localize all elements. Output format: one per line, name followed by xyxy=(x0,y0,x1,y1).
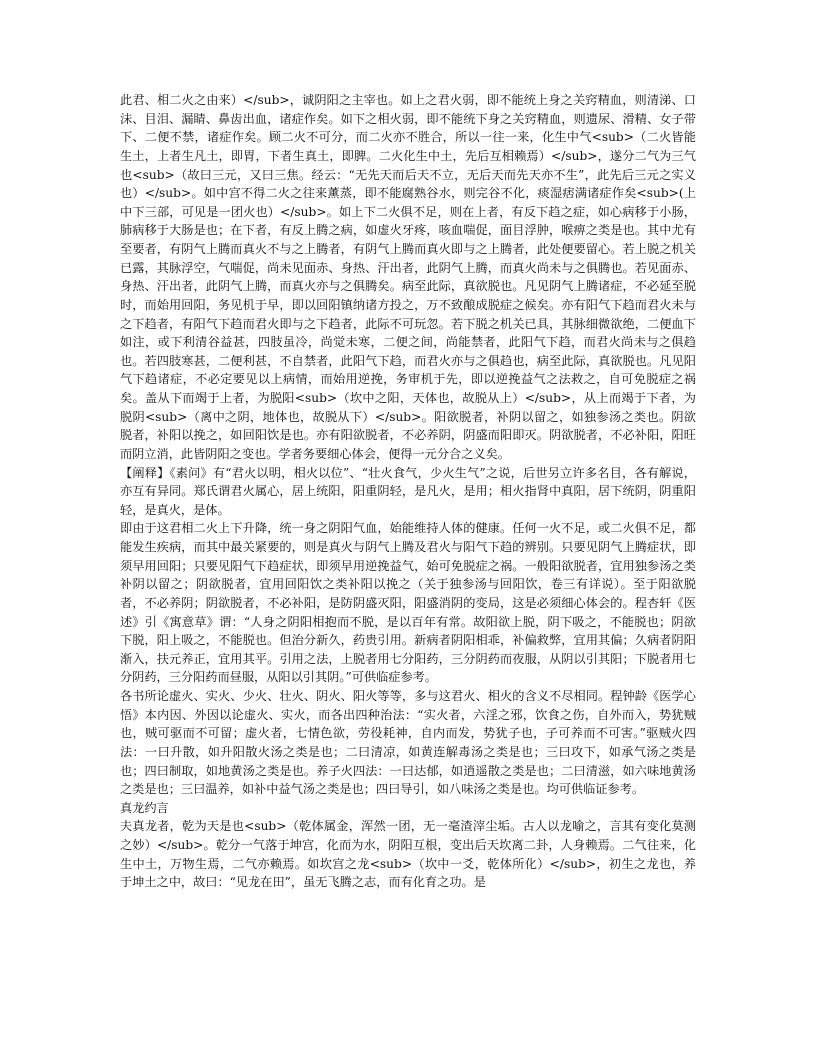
section-title-true-dragon: 真龙约言 xyxy=(120,800,169,815)
paragraph-deficiency-excess-fire: 各书所论虚火、实火、少火、壮火、阴火、阳火等等，多与这君火、相火的含义不尽相同。程钟龄《医学心悟》本内因、外因以论虚火、实火，而各出四种治法：“实火者，六淫之邪，饮食之伤，自外而入，势犹贼也，贼可驱而不可留；虚火者，七情色欲，劳役耗神，自内而发，势犹子也，子可养而不可害。”驱贼火四法：一曰升散，如升阳散火汤之类是也；二曰清凉，如黄连解毒汤之类是也；三曰攻下，如承气汤之类是也；四曰制取，如地黄汤之类是也。养子火四法：一曰达郁，如逍遥散之类是也；二曰清滋，如六味地黄汤之类是也；三曰温养，如补中益气汤之类是也；四曰导引，如八味汤之类是也。均可供临证参考。 xyxy=(120,689,696,797)
paragraph-two-fires: 此君、相二火之由来）</sub>，诚阴阳之主宰也。如上之君火弱，即不能统上身之关窍精血，则清涕、口沫、目泪、漏睛、鼻齿出血，诸症作矣。如下之相火弱，即不能统下身之关窍精血，则遗尿、滑精、女子带下、二便不禁，诸症作矣。顾二火不可分，而二火亦不胜合，所以一往一来，化生中气<sub>（二火皆能生土，上者生凡土，即胃，下者生真土，即脾。二火化生中土，先后互相赖焉）</sub>，遂分二气为三气也<sub>（故曰三元，又曰三焦。经云：“无先天而后天不立，无后天而先天亦不生”，此先后三元之实义也）</sub>。如中宫不得二火之往来薰蒸，即不能腐熟谷水，则完谷不化，痰湿痞满诸症作矣<sub>(上中下三部，可见是一团火也）</sub>。如上下二火俱不足，则在上者，有反下趋之症，如心病移于小肠，肺病移于大肠是也；在下者，有反上腾之病，如虚火牙疼，咳血喘促，面目浮肿，喉痹之类是也。其中尤有至要者，有阴气上腾而真火不与之上腾者，有阴气上腾而真火即与之上腾者，此处便要留心。若上脱之机关已露，其脉浮空，气喘促，尚未见面赤、身热、汗出者，此阴气上腾，而真火尚未与之俱腾也。若见面赤、身热、汗出者，此阴气上腾，而真火亦与之俱腾矣。病至此际，真欲脱也。凡见阴气上腾诸症，不必延至脱时，而始用回阳，务见机于早，即以回阳镇纳诸方投之，万不致酿成脱症之候矣。亦有阳气下趋而君火未与之下趋者，有阳气下趋而君火即与之下趋者，此际不可玩忽。若下脱之机关已具，其脉细微欲绝，二便血下如注，或下利清谷益甚，四肢虽冷，尚觉未寒，二便之间，尚能禁者，此阳气下趋，而君火尚未与之俱趋也。若四肢寒甚，二便利甚，不自禁者，此阳气下趋，而君火亦与之俱趋也，病至此际，真欲脱也。凡见阳气下趋诸症，不必定要见以上病情，而始用逆挽，务审机于先，即以逆挽益气之法救之，自可免脱症之祸矣。盖从下而竭于上者，为脱阳<sub>（坎中之阳，天体也，故脱从上）</sub>，从上而竭于下者，为脱阴<sub>（离中之阴，地体也，故脱从下）</sub>。阳欲脱者，补阴以留之，如独参汤之类也。阴欲脱者，补阳以挽之，如回阳饮是也。亦有阳欲脱者，不必养阴，阴盛而阳即灭。阴欲脱者，不必补阳，阳旺而阴立消，此皆阴阳之变也。学者务要细心体会，便得一元分合之义矣。 xyxy=(120,93,696,461)
paragraph-commentary: 【阐释】《素问》有“君火以明，相火以位”、“壮火食气，少火生气”之说，后世另立许多名目，各有解说，亦互有异同。郑氏谓君火属心，居上统阳，阳重阴轻，是凡火，是用；相火指肾中真阳，居下统阴，阴重阳轻，是真火，是体。 xyxy=(120,465,696,517)
paragraph-yin-yang-escape: 即由于这君相二火上下升降，统一身之阴阳气血，始能维持人体的健康。任何一火不足，或二火俱不足，都能发生疾病，而其中最关紧要的，则是真火与阴气上腾及君火与阳气下趋的辨别。只要见阴气上腾症状，即须早用回阳；只要见阳气下趋症状，即须早用逆挽益气，始可免脱症之祸。一般阳欲脱者，宜用独参汤之类补阴以留之；阴欲脱者，宜用回阳饮之类补阳以挽之（关于独参汤与回阳饮，卷三有详说）。至于阳欲脱者，不必养阴；阴欲脱者，不必补阳，是防阴盛灭阳，阳盛消阴的变局，这是必须细心体会的。程杏轩《医述》引《寓意草》谓：“人身之阴阳相抱而不脱，是以百年有常。故阳欲上脱，阴下吸之，不能脱也；阴欲下脱，阳上吸之，不能脱也。但治分新久，药贵引用。新病者阴阳相乖，补偏救弊，宜用其偏；久病者阴阳渐入，扶元养正，宜用其平。引用之法，上脱者用七分阳药，三分阴药而夜服，从阴以引其阳；下脱者用七分阴药，三分阳药而昼服，从阳以引其阴。”可供临症参考。 xyxy=(120,521,696,685)
paragraph-true-dragon: 夫真龙者，乾为天是也<sub>（乾体属金，浑然一团，无一毫渣滓尘垢。古人以龙喻之，言其有变化莫测之妙）</sub>。乾分一气落于坤宫，化而为水，阴阳互根，变出后天坎离二卦，人身赖焉。二气往来，化生中土，万物生焉，二气亦赖焉。如坎宫之龙<sub>（坎中一爻，乾体所化）</sub>，初生之龙也，养于坤土之中，故曰：“见龙在田”，虽无飞腾之志，而有化育之功。是 xyxy=(120,819,696,890)
